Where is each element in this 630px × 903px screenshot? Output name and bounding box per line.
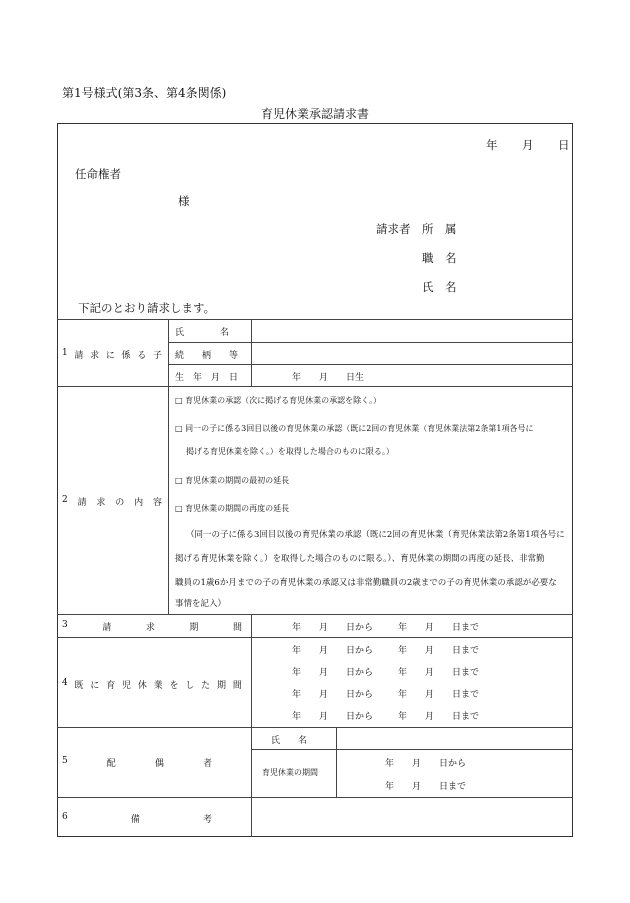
- divider: [57, 637, 573, 638]
- divider: [57, 386, 573, 387]
- date-month: 月: [522, 138, 534, 152]
- note-line: 職員の1歳6か月までの子の育児休業の承認又は非常勤職員の2歳までの子の育児休業の承認が必要な: [175, 578, 557, 588]
- divider: [336, 727, 337, 797]
- row-label-child: 1 請 求 に 係 る 子: [62, 348, 162, 361]
- row-label-remarks: 6 備 考: [62, 812, 212, 825]
- requester-label: 請求者: [376, 222, 411, 236]
- position-label: 職 名: [422, 251, 457, 265]
- divider: [57, 319, 573, 320]
- request-form: [57, 123, 573, 837]
- option-third-approval[interactable]: □ 同一の子に係る3回目以後の育児休業の承認（既に2回の育児休業（育児休業法第2条第1項各号に: [175, 424, 534, 433]
- honorific: 様: [178, 194, 190, 208]
- divider: [251, 319, 252, 386]
- option-approval[interactable]: □ 育児休業の承認（次に掲げる育児休業の承認を除く。）: [175, 396, 381, 405]
- row-label-period: 3 請 求 期 間: [62, 620, 242, 633]
- divider: [57, 797, 573, 798]
- note-line: 掲げる育児休業を除く。）を取得した場合のものに限る。）、育児休業の期間の再度の延長、非常勤: [175, 554, 545, 564]
- divider: [251, 749, 573, 750]
- divider: [251, 614, 252, 837]
- row-label-spouse: 5 配 偶 者: [62, 756, 212, 769]
- child-name-label: 氏 名: [175, 328, 230, 338]
- period-to[interactable]: 年 月 日まで: [398, 623, 480, 633]
- option-second-extension[interactable]: □ 育児休業の期間の再度の延長: [175, 504, 290, 513]
- child-birthdate-label: 生 年 月 日: [175, 373, 239, 383]
- appointer-label: 任命権者: [75, 167, 121, 181]
- period-from[interactable]: 年 月 日から: [292, 623, 374, 633]
- spouse-name-label: 氏 名: [271, 736, 308, 746]
- row-label-past-periods: 4 既 に 育 児 休 業 を し た 期 間: [62, 678, 242, 691]
- divider: [168, 319, 169, 614]
- note-line: 事情を記入）: [175, 599, 227, 609]
- date-year: 年: [486, 138, 498, 152]
- past-period-from[interactable]: 年 月 日から: [292, 668, 374, 678]
- past-period-to[interactable]: 年 月 日まで: [398, 712, 480, 722]
- past-period-to[interactable]: 年 月 日まで: [398, 690, 480, 700]
- past-period-from[interactable]: 年 月 日から: [292, 646, 374, 656]
- form-number: 第1号様式(第3条、第4条関係): [62, 86, 227, 100]
- divider: [57, 727, 573, 728]
- date-day: 日: [558, 138, 570, 152]
- note-line: （同一の子に係る3回目以後の育児休業の承認（既に2回の育児休業（育児休業法第2条第1項各号に: [186, 530, 565, 540]
- past-period-from[interactable]: 年 月 日から: [292, 690, 374, 700]
- document-title: 育児休業承認請求書: [260, 107, 369, 121]
- option-third-approval-cont: 掲げる育児休業を除く。）を取得した場合のものに限る。）: [186, 447, 394, 456]
- past-period-to[interactable]: 年 月 日まで: [398, 668, 480, 678]
- spouse-period-from[interactable]: 年 月 日から: [385, 759, 467, 769]
- option-first-extension[interactable]: □ 育児休業の期間の最初の延長: [175, 476, 290, 485]
- row-label-content: 2 請 求 の 内 容: [62, 495, 162, 508]
- divider: [168, 342, 573, 343]
- divider: [168, 364, 573, 365]
- past-period-from[interactable]: 年 月 日から: [292, 712, 374, 722]
- affiliation-label: 所 属: [422, 222, 457, 236]
- spouse-period-to[interactable]: 年 月 日まで: [385, 782, 467, 792]
- past-period-to[interactable]: 年 月 日まで: [398, 646, 480, 656]
- divider: [57, 614, 573, 615]
- child-birthdate-value[interactable]: 年 月 日生: [292, 373, 365, 383]
- spouse-period-label: 育児休業の期間: [262, 768, 318, 777]
- intro-text: 下記のとおり請求します。: [78, 301, 216, 315]
- name-label: 氏 名: [422, 280, 457, 294]
- child-relation-label: 続 柄 等: [175, 351, 239, 361]
